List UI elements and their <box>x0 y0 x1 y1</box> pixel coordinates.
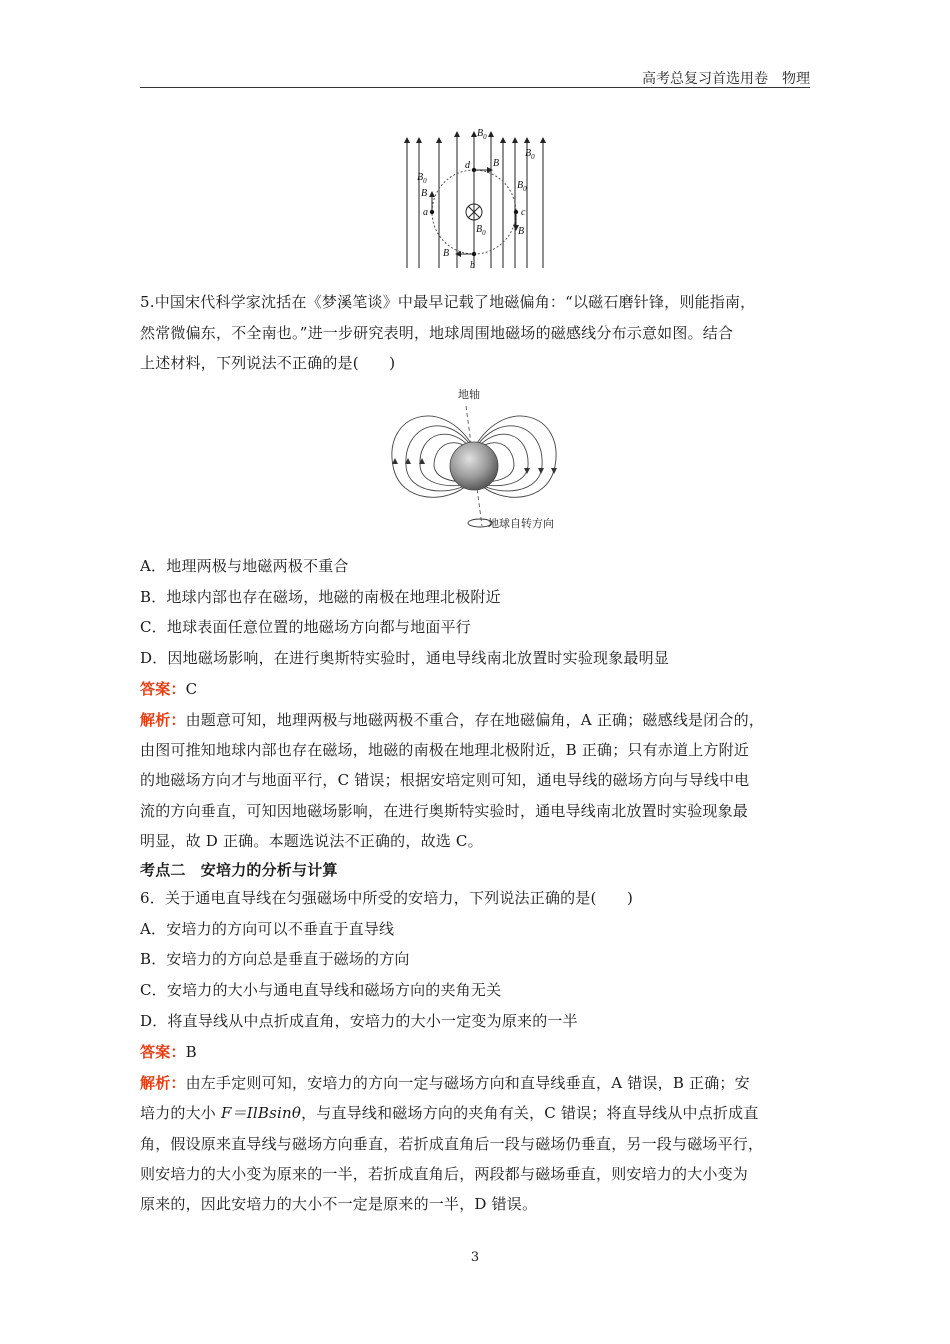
earth-magnetic-field-figure <box>388 384 563 534</box>
q6-stem: 6．关于通电直导线在匀强磁场中所受的安培力，下列说法正确的是( ) <box>140 889 634 907</box>
q5-answer-label: 答案： <box>140 680 186 698</box>
section-title: 考点二 安培力的分析与计算 <box>140 861 338 879</box>
q6-answer-label: 答案： <box>140 1043 186 1061</box>
q6-analysis-line-4: 则安培力的大小变为原来的一半，若折成直角后，两段都与磁场垂直，则安培力的大小变为 <box>140 1165 749 1183</box>
q5-stem-line-3: 上述材料，下列说法不正确的是( ) <box>140 354 396 372</box>
label-b-left: B <box>421 188 428 199</box>
q6-analysis-line-5: 原来的，因此安培力的大小不一定是原来的一半，D 错误。 <box>140 1195 538 1213</box>
q5-answer-value: C <box>185 680 198 698</box>
q5-analysis-line-3: 的地磁场方向才与地面平行，C 错误；根据安培定则可知，通电导线的磁场方向与导线中电 <box>140 771 750 789</box>
q5-option-d: D．因地磁场影响，在进行奥斯特实验时，通电导线南北放置时实验现象最明显 <box>140 649 670 667</box>
q5-option-c: C．地球表面任意位置的地磁场方向都与地面平行 <box>140 618 471 636</box>
field-lines-figure <box>395 122 555 274</box>
earth-field-diagram <box>388 384 563 534</box>
q6-analysis-text-2a: 培力的大小 <box>140 1104 221 1122</box>
q6-answer <box>140 1042 197 1062</box>
q5-analysis-line-1 <box>140 710 764 730</box>
label-c: c <box>521 207 526 218</box>
q6-analysis-line-1 <box>140 1073 750 1093</box>
q6-formula: F＝IlBsinθ <box>220 1104 302 1122</box>
q5-analysis-line-4: 流的方向垂直，可知因地磁场影响，在进行奥斯特实验时，通电导线南北放置时实验现象最 <box>140 802 749 820</box>
q5-option-a: A．地理两极与地磁两极不重合 <box>140 557 349 575</box>
q6-option-c: C．安培力的大小与通电直导线和磁场方向的夹角无关 <box>140 981 502 999</box>
q5-stem-line-1: 5.中国宋代科学家沈括在《梦溪笔谈》中最早记载了地磁偏角：“以磁石磨针锋，则能指南， <box>140 293 756 311</box>
q6-option-a: A．安培力的方向可以不垂直于直导线 <box>140 920 395 938</box>
q6-option-d: D．将直导线从中点折成直角，安培力的大小一定变为原来的一半 <box>140 1012 578 1030</box>
page-number: 3 <box>470 1250 480 1265</box>
q5-analysis-text-1: 由题意可知，地理两极与地磁两极不重合，存在地磁偏角，A 正确；磁感线是闭合的， <box>185 711 765 729</box>
label-a: a <box>423 207 428 218</box>
q6-analysis-text-2b: ，与直导线和磁场方向的夹角有关，C 错误；将直导线从中点折成直 <box>301 1104 759 1122</box>
q5-answer <box>140 679 197 699</box>
label-b0-right: $B_0$ <box>517 180 527 193</box>
q5-option-b: B．地球内部也存在磁场，地磁的南极在地理北极附近 <box>140 588 501 606</box>
label-b0-center: $B_0$ <box>476 224 486 237</box>
vertical-field-lines <box>407 134 543 268</box>
header-title: 高考总复习首选用卷 物理 <box>642 71 810 87</box>
rotation-label: 地球自转方向 <box>488 518 554 530</box>
page-header <box>140 68 810 86</box>
label-b0-right-top: $B_0$ <box>525 148 535 161</box>
label-b-bottom: B <box>443 248 450 259</box>
q5-analysis-label: 解析： <box>140 711 186 729</box>
label-b-top: B <box>493 158 500 169</box>
q6-option-b: B．安培力的方向总是垂直于磁场的方向 <box>140 950 410 968</box>
label-b-point: b <box>470 260 475 271</box>
q6-analysis-label: 解析： <box>140 1074 186 1092</box>
axis-label: 地轴 <box>458 389 480 401</box>
q6-answer-value: B <box>185 1043 197 1061</box>
q5-analysis-line-5: 明显，故 D 正确。本题选说法不正确的，故选 C。 <box>140 832 483 850</box>
q6-analysis-text-1: 由左手定则可知，安培力的方向一定与磁场方向和直导线垂直，A 错误，B 正确；安 <box>185 1074 750 1092</box>
header-rule <box>140 87 810 88</box>
label-d: d <box>465 160 470 171</box>
label-b0-top: $B_0$ <box>477 128 487 141</box>
label-b0-left: $B_0$ <box>417 172 427 185</box>
q5-stem-line-2: 然常微偏东，不全南也。”进一步研究表明，地球周围地磁场的磁感线分布示意如图。结合 <box>140 324 734 342</box>
q6-analysis-line-3: 角，假设原来直导线与磁场方向垂直，若折成直角后一段与磁场仍垂直，另一段与磁场平行， <box>140 1135 764 1153</box>
q5-analysis-line-2: 由图可推知地球内部也存在磁场，地磁的南极在地理北极附近，B 正确；只有赤道上方附近 <box>140 741 749 759</box>
field-lines-diagram <box>395 122 555 274</box>
label-b-right: B <box>518 226 525 237</box>
q6-analysis-line-2 <box>140 1103 759 1123</box>
earth-globe <box>450 442 498 490</box>
